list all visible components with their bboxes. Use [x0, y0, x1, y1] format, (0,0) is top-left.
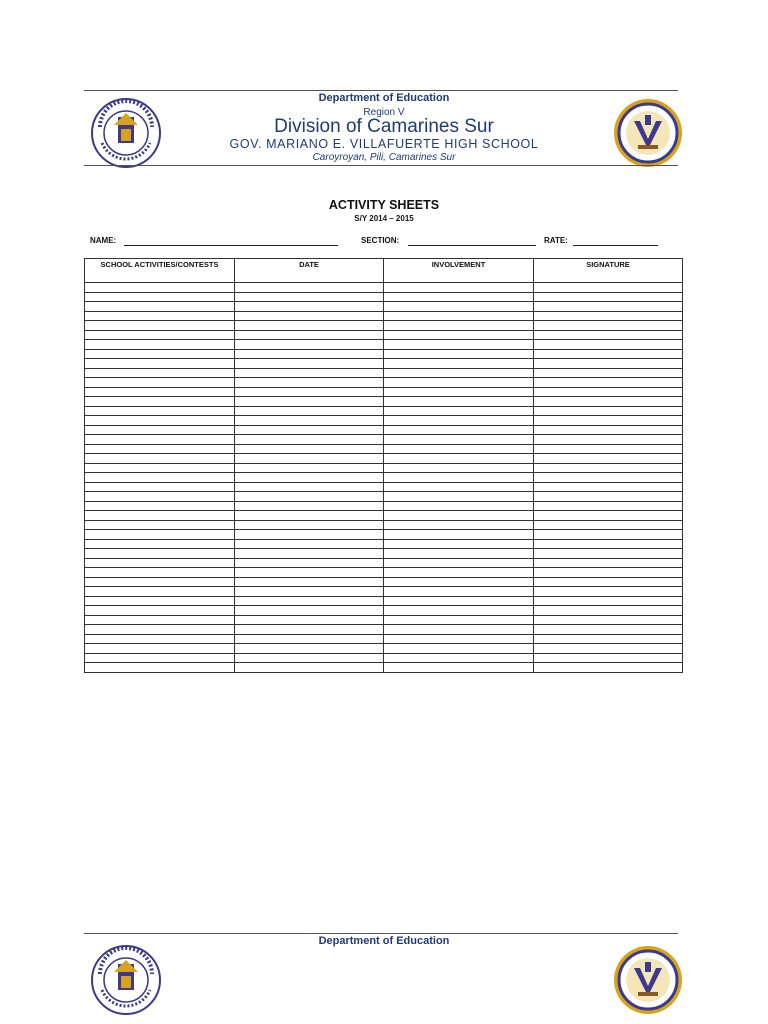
cell-involvement[interactable]	[384, 435, 534, 445]
cell-activity[interactable]	[85, 368, 235, 378]
cell-signature[interactable]	[534, 397, 683, 407]
cell-involvement[interactable]	[384, 596, 534, 606]
cell-signature[interactable]	[534, 511, 683, 521]
cell-activity[interactable]	[85, 606, 235, 616]
cell-date[interactable]	[235, 378, 384, 388]
table-row	[85, 606, 683, 616]
cell-activity[interactable]	[85, 406, 235, 416]
cell-date[interactable]	[235, 463, 384, 473]
cell-involvement[interactable]	[384, 368, 534, 378]
cell-activity[interactable]	[85, 558, 235, 568]
table-row	[85, 492, 683, 502]
cell-date[interactable]	[235, 663, 384, 673]
column-header-date: DATE	[235, 259, 384, 283]
cell-date[interactable]	[235, 340, 384, 350]
cell-signature[interactable]	[534, 596, 683, 606]
cell-date[interactable]	[235, 653, 384, 663]
cell-date[interactable]	[235, 302, 384, 312]
cell-date[interactable]	[235, 292, 384, 302]
table-row	[85, 644, 683, 654]
name-field[interactable]	[124, 245, 338, 246]
cell-signature[interactable]	[534, 454, 683, 464]
cell-date[interactable]	[235, 615, 384, 625]
cell-involvement[interactable]	[384, 549, 534, 559]
table-row	[85, 292, 683, 302]
cell-date[interactable]	[235, 558, 384, 568]
table-row	[85, 634, 683, 644]
cell-signature[interactable]	[534, 549, 683, 559]
cell-activity[interactable]	[85, 653, 235, 663]
table-row	[85, 283, 683, 293]
cell-date[interactable]	[235, 416, 384, 426]
table-row	[85, 587, 683, 597]
cell-activity[interactable]	[85, 311, 235, 321]
cell-involvement[interactable]	[384, 625, 534, 635]
cell-activity[interactable]	[85, 473, 235, 483]
cell-activity[interactable]	[85, 520, 235, 530]
table-row	[85, 340, 683, 350]
section-label: SECTION:	[361, 236, 400, 245]
cell-activity[interactable]	[85, 663, 235, 673]
school-address: Caroyroyan, Pili, Camarines Sur	[312, 152, 456, 163]
cell-signature[interactable]	[534, 340, 683, 350]
rate-label: RATE:	[544, 236, 568, 245]
division-heading: Division of Camarines Sur	[274, 116, 494, 137]
cell-involvement[interactable]	[384, 520, 534, 530]
cell-date[interactable]	[235, 577, 384, 587]
cell-activity[interactable]	[85, 397, 235, 407]
table-row	[85, 330, 683, 340]
cell-signature[interactable]	[534, 349, 683, 359]
cell-involvement[interactable]	[384, 444, 534, 454]
cell-activity[interactable]	[85, 644, 235, 654]
cell-signature[interactable]	[534, 406, 683, 416]
cell-involvement[interactable]	[384, 539, 534, 549]
table-row	[85, 444, 683, 454]
cell-signature[interactable]	[534, 634, 683, 644]
cell-involvement[interactable]	[384, 530, 534, 540]
cell-activity[interactable]	[85, 568, 235, 578]
table-row	[85, 425, 683, 435]
cell-involvement[interactable]	[384, 606, 534, 616]
cell-date[interactable]	[235, 359, 384, 369]
cell-activity[interactable]	[85, 340, 235, 350]
cell-date[interactable]	[235, 454, 384, 464]
cell-signature[interactable]	[534, 492, 683, 502]
cell-date[interactable]	[235, 492, 384, 502]
cell-date[interactable]	[235, 520, 384, 530]
table-row	[85, 302, 683, 312]
cell-signature[interactable]	[534, 435, 683, 445]
table-row	[85, 568, 683, 578]
cell-involvement[interactable]	[384, 482, 534, 492]
cell-involvement[interactable]	[384, 644, 534, 654]
cell-signature[interactable]	[534, 530, 683, 540]
cell-signature[interactable]	[534, 292, 683, 302]
cell-date[interactable]	[235, 596, 384, 606]
cell-involvement[interactable]	[384, 454, 534, 464]
region-heading: Region V	[363, 107, 405, 118]
table-row	[85, 596, 683, 606]
cell-activity[interactable]	[85, 463, 235, 473]
cell-involvement[interactable]	[384, 577, 534, 587]
name-label: NAME:	[90, 236, 117, 245]
table-row	[85, 482, 683, 492]
cell-involvement[interactable]	[384, 387, 534, 397]
table-row	[85, 663, 683, 673]
school-name: GOV. MARIANO E. VILLAFUERTE HIGH SCHOOL	[229, 137, 539, 151]
cell-date[interactable]	[235, 482, 384, 492]
column-header-activities: SCHOOL ACTIVITIES/CONTESTS	[85, 259, 235, 283]
cell-signature[interactable]	[534, 444, 683, 454]
cell-date[interactable]	[235, 473, 384, 483]
cell-date[interactable]	[235, 587, 384, 597]
cell-date[interactable]	[235, 501, 384, 511]
table-row	[85, 511, 683, 521]
table-row	[85, 463, 683, 473]
cell-signature[interactable]	[534, 539, 683, 549]
table-header-row	[85, 259, 683, 283]
cell-involvement[interactable]	[384, 330, 534, 340]
cell-signature[interactable]	[534, 463, 683, 473]
cell-activity[interactable]	[85, 349, 235, 359]
table-row	[85, 349, 683, 359]
department-heading: Department of Education	[318, 92, 450, 104]
table-row	[85, 387, 683, 397]
cell-signature[interactable]	[534, 387, 683, 397]
cell-signature[interactable]	[534, 501, 683, 511]
cell-activity[interactable]	[85, 492, 235, 502]
cell-involvement[interactable]	[384, 558, 534, 568]
cell-involvement[interactable]	[384, 283, 534, 293]
cell-involvement[interactable]	[384, 615, 534, 625]
cell-involvement[interactable]	[384, 406, 534, 416]
cell-date[interactable]	[235, 311, 384, 321]
cell-involvement[interactable]	[384, 349, 534, 359]
cell-signature[interactable]	[534, 321, 683, 331]
cell-signature[interactable]	[534, 644, 683, 654]
cell-activity[interactable]	[85, 482, 235, 492]
column-header-involvement: INVOLVEMENT	[384, 259, 534, 283]
cell-activity[interactable]	[85, 634, 235, 644]
cell-activity[interactable]	[85, 625, 235, 635]
cell-signature[interactable]	[534, 416, 683, 426]
cell-involvement[interactable]	[384, 378, 534, 388]
cell-involvement[interactable]	[384, 634, 534, 644]
cell-activity[interactable]	[85, 330, 235, 340]
cell-date[interactable]	[235, 644, 384, 654]
activity-table	[84, 258, 683, 673]
cell-involvement[interactable]	[384, 340, 534, 350]
cell-activity[interactable]	[85, 359, 235, 369]
table-row	[85, 625, 683, 635]
table-row	[85, 473, 683, 483]
cell-signature[interactable]	[534, 587, 683, 597]
cell-activity[interactable]	[85, 292, 235, 302]
cell-activity[interactable]	[85, 539, 235, 549]
table-row	[85, 311, 683, 321]
cell-signature[interactable]	[534, 368, 683, 378]
cell-signature[interactable]	[534, 625, 683, 635]
footer-school-seal-icon	[612, 944, 684, 1016]
cell-involvement[interactable]	[384, 321, 534, 331]
section-field[interactable]	[408, 245, 536, 246]
cell-signature[interactable]	[534, 359, 683, 369]
cell-signature[interactable]	[534, 425, 683, 435]
cell-date[interactable]	[235, 539, 384, 549]
cell-involvement[interactable]	[384, 292, 534, 302]
cell-date[interactable]	[235, 625, 384, 635]
footer-rule	[84, 933, 678, 934]
cell-activity[interactable]	[85, 435, 235, 445]
cell-date[interactable]	[235, 435, 384, 445]
cell-date[interactable]	[235, 397, 384, 407]
cell-involvement[interactable]	[384, 359, 534, 369]
cell-activity[interactable]	[85, 587, 235, 597]
table-row	[85, 530, 683, 540]
table-row	[85, 615, 683, 625]
cell-signature[interactable]	[534, 568, 683, 578]
cell-date[interactable]	[235, 321, 384, 331]
cell-signature[interactable]	[534, 653, 683, 663]
cell-signature[interactable]	[534, 330, 683, 340]
cell-involvement[interactable]	[384, 473, 534, 483]
table-row	[85, 520, 683, 530]
cell-involvement[interactable]	[384, 653, 534, 663]
cell-activity[interactable]	[85, 387, 235, 397]
cell-involvement[interactable]	[384, 463, 534, 473]
cell-involvement[interactable]	[384, 416, 534, 426]
school-year: S/Y 2014 – 2015	[354, 214, 414, 223]
cell-date[interactable]	[235, 387, 384, 397]
cell-date[interactable]	[235, 606, 384, 616]
cell-date[interactable]	[235, 511, 384, 521]
cell-signature[interactable]	[534, 283, 683, 293]
table-row	[85, 378, 683, 388]
rate-field[interactable]	[573, 245, 658, 246]
cell-involvement[interactable]	[384, 311, 534, 321]
cell-date[interactable]	[235, 634, 384, 644]
cell-signature[interactable]	[534, 302, 683, 312]
table-row	[85, 368, 683, 378]
cell-signature[interactable]	[534, 558, 683, 568]
cell-involvement[interactable]	[384, 397, 534, 407]
cell-activity[interactable]	[85, 454, 235, 464]
cell-activity[interactable]	[85, 596, 235, 606]
cell-activity[interactable]	[85, 530, 235, 540]
cell-involvement[interactable]	[384, 302, 534, 312]
cell-involvement[interactable]	[384, 587, 534, 597]
cell-activity[interactable]	[85, 577, 235, 587]
cell-activity[interactable]	[85, 425, 235, 435]
column-header-signature: SIGNATURE	[534, 259, 683, 283]
table-row	[85, 406, 683, 416]
header-bottom-rule	[84, 165, 678, 166]
cell-date[interactable]	[235, 368, 384, 378]
cell-signature[interactable]	[534, 378, 683, 388]
cell-signature[interactable]	[534, 577, 683, 587]
cell-date[interactable]	[235, 349, 384, 359]
cell-signature[interactable]	[534, 473, 683, 483]
cell-date[interactable]	[235, 330, 384, 340]
cell-signature[interactable]	[534, 615, 683, 625]
cell-activity[interactable]	[85, 302, 235, 312]
cell-date[interactable]	[235, 444, 384, 454]
cell-activity[interactable]	[85, 501, 235, 511]
table-row	[85, 577, 683, 587]
cell-involvement[interactable]	[384, 492, 534, 502]
cell-activity[interactable]	[85, 416, 235, 426]
cell-involvement[interactable]	[384, 501, 534, 511]
cell-activity[interactable]	[85, 321, 235, 331]
table-row	[85, 539, 683, 549]
cell-date[interactable]	[235, 406, 384, 416]
table-row	[85, 558, 683, 568]
table-row	[85, 501, 683, 511]
cell-signature[interactable]	[534, 311, 683, 321]
cell-involvement[interactable]	[384, 425, 534, 435]
cell-signature[interactable]	[534, 606, 683, 616]
header-top-rule	[84, 90, 678, 91]
table-row	[85, 321, 683, 331]
table-row	[85, 416, 683, 426]
cell-activity[interactable]	[85, 549, 235, 559]
cell-signature[interactable]	[534, 482, 683, 492]
table-row	[85, 397, 683, 407]
cell-signature[interactable]	[534, 663, 683, 673]
cell-date[interactable]	[235, 530, 384, 540]
table-body	[85, 283, 683, 673]
footer-department: Department of Education	[318, 935, 450, 947]
sheet-title: ACTIVITY SHEETS	[328, 198, 440, 212]
cell-activity[interactable]	[85, 283, 235, 293]
cell-date[interactable]	[235, 549, 384, 559]
table-row	[85, 435, 683, 445]
cell-activity[interactable]	[85, 511, 235, 521]
cell-involvement[interactable]	[384, 663, 534, 673]
cell-signature[interactable]	[534, 520, 683, 530]
cell-date[interactable]	[235, 568, 384, 578]
cell-date[interactable]	[235, 283, 384, 293]
cell-date[interactable]	[235, 425, 384, 435]
table-row	[85, 549, 683, 559]
table-row	[85, 454, 683, 464]
cell-activity[interactable]	[85, 378, 235, 388]
cell-activity[interactable]	[85, 615, 235, 625]
footer-deped-seal-icon	[90, 944, 162, 1016]
cell-involvement[interactable]	[384, 568, 534, 578]
cell-involvement[interactable]	[384, 511, 534, 521]
table-row	[85, 359, 683, 369]
cell-activity[interactable]	[85, 444, 235, 454]
table-row	[85, 653, 683, 663]
